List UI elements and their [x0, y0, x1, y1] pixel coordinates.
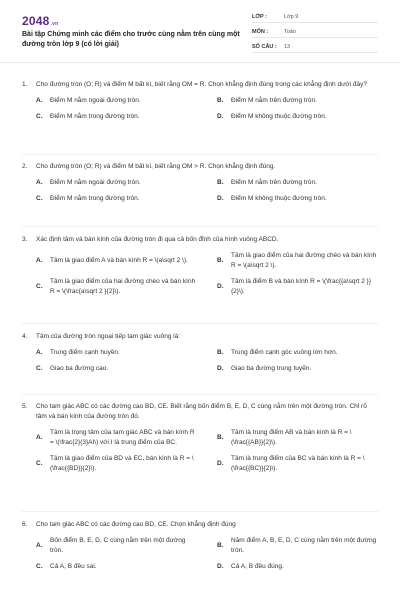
site-logo[interactable]: [22, 14, 58, 28]
option-letter: D.: [217, 563, 224, 570]
question-text: Cho tam giác ABC có các đường cao BD, CE. Biết rằng bốn điểm B, E, D, C cùng nằm trên một đường tròn. Chỉ rõ tâm và bán kính của đường tròn đó.: [36, 403, 367, 420]
question-number: 5.: [22, 403, 28, 410]
option-text: Điểm M nằm trong đường tròn.: [50, 195, 140, 202]
option-letter: B.: [217, 257, 224, 264]
option-c[interactable]: [36, 454, 197, 474]
option-text: Tâm là trung điểm AB và bán kính là R = \(\frac{{AB}}{2}\).: [231, 429, 352, 446]
option-letter: B.: [217, 349, 224, 356]
option-text: Điểm M nằm trên đường tròn.: [231, 97, 317, 104]
option-text: Tâm là giao điểm A và bán kính R = \(a\sqrt 2 \).: [50, 257, 188, 264]
option-letter: B.: [217, 542, 224, 549]
option-b[interactable]: [217, 428, 378, 448]
question-text: Cho đường tròn (O; R) và điểm M bất kì, biết rằng OM = R. Chọn khẳng định đúng trong các khẳng định dưới đây?: [36, 81, 368, 88]
question-2: [22, 162, 378, 204]
option-letter: D.: [217, 195, 224, 202]
header-divider: [0, 62, 400, 63]
option-text: Tâm là điểm B và bán kính R = \(\frac{{a\sqrt 2 }}{2}\).: [231, 278, 372, 295]
question-6: [22, 520, 378, 572]
option-letter: A.: [36, 434, 43, 441]
option-letter: D.: [217, 283, 224, 290]
options-grid: [36, 251, 378, 297]
option-text: Điểm M nằm ngoài đường tròn.: [50, 179, 141, 186]
question-4: [22, 332, 378, 374]
option-text: Điểm M không thuộc đường tròn.: [231, 195, 327, 202]
option-letter: A.: [36, 257, 43, 264]
option-letter: C.: [36, 113, 43, 120]
question-divider: [22, 226, 378, 227]
question-3: [22, 235, 378, 297]
option-d[interactable]: [217, 112, 378, 122]
document-title: Bài tập Chứng minh các điểm cho trước cùng nằm trên cùng một đường tròn lớp 9 (có lời giải): [22, 31, 240, 48]
question-stem: [22, 80, 378, 90]
option-letter: B.: [217, 97, 224, 104]
meta-value: 13: [284, 44, 291, 50]
meta-row-subject: [252, 27, 378, 38]
option-letter: A.: [36, 542, 43, 549]
option-letter: A.: [36, 179, 43, 186]
meta-key: LỚP :: [252, 14, 267, 20]
option-text: Trung điểm cạnh góc vuông lớn hơn.: [231, 349, 338, 356]
question-stem: [22, 162, 378, 172]
question-stem: [22, 520, 378, 530]
page-header: [0, 0, 400, 62]
option-letter: D.: [217, 113, 224, 120]
question-divider: [22, 394, 378, 395]
option-text: Tâm là giao điểm của BD và EC, bán kính là R = \(\frac{{BD}}{2}\).: [50, 455, 194, 472]
option-b[interactable]: [217, 178, 378, 188]
option-a[interactable]: [36, 96, 197, 106]
meta-panel: [252, 12, 378, 57]
option-text: Cả A, B đều sai.: [50, 563, 97, 570]
option-d[interactable]: [217, 194, 378, 204]
option-letter: C.: [36, 195, 43, 202]
option-letter: D.: [217, 460, 224, 467]
question-number: 4.: [22, 333, 28, 340]
option-text: Điểm M không thuộc đường tròn.: [231, 113, 327, 120]
option-b[interactable]: [217, 96, 378, 106]
option-d[interactable]: [217, 364, 378, 374]
option-letter: C.: [36, 563, 43, 570]
option-c[interactable]: [36, 562, 197, 572]
option-text: Trung điểm cạnh huyền.: [50, 349, 120, 356]
logo-main-text: 2048: [22, 14, 50, 28]
option-text: Giao ba đường trung tuyến.: [231, 365, 312, 372]
option-letter: A.: [36, 349, 43, 356]
option-a[interactable]: [36, 428, 197, 448]
option-b[interactable]: [217, 536, 378, 556]
option-text: Điểm M nằm trong đường tròn.: [50, 113, 140, 120]
option-d[interactable]: [217, 562, 378, 572]
question-5: [22, 402, 378, 474]
option-b[interactable]: [217, 251, 378, 271]
option-letter: A.: [36, 97, 43, 104]
option-c[interactable]: [36, 277, 197, 297]
question-number: 1.: [22, 81, 28, 88]
option-c[interactable]: [36, 364, 197, 374]
meta-value: Toán: [284, 29, 296, 35]
option-text: Tâm là giao điểm của hai đường chéo và bán kính R = \(a\sqrt 2 \).: [231, 252, 377, 269]
option-text: Cả A, B đều đúng.: [231, 563, 284, 570]
option-c[interactable]: [36, 194, 197, 204]
question-text: Cho đường tròn (O; R) và điểm M bất kì, biết rằng OM > R. Chọn khẳng định đúng.: [36, 163, 276, 170]
meta-key: SỐ CÂU :: [252, 44, 277, 50]
option-letter: C.: [36, 460, 43, 467]
options-grid: [36, 178, 378, 204]
question-text: Tâm của đường tròn ngoại tiếp tam giác vuông là:: [36, 333, 181, 340]
question-number: 6.: [22, 521, 28, 528]
question-number: 2.: [22, 163, 28, 170]
option-letter: C.: [36, 365, 43, 372]
option-text: Tâm là giao điểm của hai đường chéo và bán kính R = \(\frac{a\sqrt 2 }{2}\).: [50, 278, 196, 295]
option-a[interactable]: [36, 178, 197, 188]
question-text: Xác định tâm và bán kính của đường tròn đi qua cả bốn đỉnh của hình vuông ABCD.: [36, 236, 279, 243]
logo-sub-text: .vn: [50, 20, 59, 27]
question-stem: [22, 402, 378, 422]
question-divider: [22, 511, 378, 512]
option-a[interactable]: [36, 251, 197, 271]
option-text: Tâm là trọng tâm của tam giác ABC và bán kính R = \(\frac{2}{3}AI\) với I là trung điểm của BC.: [50, 429, 195, 446]
meta-value: Lớp 9: [284, 14, 299, 20]
option-text: Năm điểm A, B, E, D, C cùng nằm trên một đường tròn.: [231, 537, 377, 554]
option-letter: D.: [217, 365, 224, 372]
option-b[interactable]: [217, 348, 378, 358]
option-text: Điểm M nằm trên đường tròn.: [231, 179, 317, 186]
option-a[interactable]: [36, 348, 197, 358]
question-divider: [22, 154, 378, 155]
meta-row-count: [252, 42, 378, 53]
option-letter: B.: [217, 179, 224, 186]
meta-key: MÔN :: [252, 29, 269, 35]
options-grid: [36, 348, 378, 374]
question-text: Cho tam giác ABC có các đường cao BD, CE. Chọn khẳng định đúng: [36, 521, 236, 528]
question-stem: [22, 332, 378, 342]
option-letter: B.: [217, 434, 224, 441]
question-stem: [22, 235, 378, 245]
option-text: Tâm là trung điểm của BC và bán kính là R = \(\frac{{BC}}{2}\).: [231, 455, 365, 472]
question-divider: [22, 323, 378, 324]
option-text: Điểm M nằm ngoài đường tròn.: [50, 97, 141, 104]
option-text: Bốn điểm B, E, D, C cùng nằm trên một đường tròn.: [50, 537, 186, 554]
question-1: [22, 80, 378, 122]
option-d[interactable]: [217, 277, 378, 297]
option-c[interactable]: [36, 112, 197, 122]
option-a[interactable]: [36, 536, 197, 556]
question-number: 3.: [22, 236, 28, 243]
options-grid: [36, 96, 378, 122]
option-letter: C.: [36, 283, 43, 290]
option-text: Giao ba đường cao.: [50, 365, 109, 372]
options-grid: [36, 428, 378, 474]
options-grid: [36, 536, 378, 572]
meta-row-grade: [252, 12, 378, 23]
option-d[interactable]: [217, 454, 378, 474]
